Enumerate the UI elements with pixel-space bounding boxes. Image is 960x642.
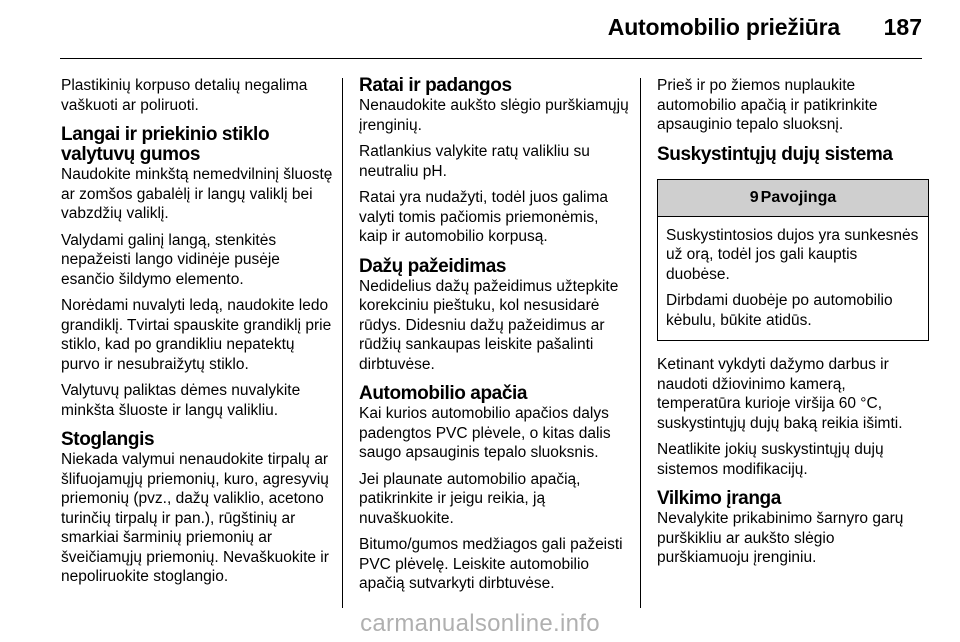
warning-title: Pavojinga <box>760 188 837 206</box>
page-header <box>0 0 960 58</box>
column-left <box>61 76 333 594</box>
watermark: carmanualsonline.info <box>360 610 600 637</box>
section-heading-towing-equipment: Vilkimo įranga <box>657 488 781 509</box>
warning-text: Suskystintosios dujos yra sunkesnės už orą, todėl jos gali kauptis duobėse. <box>666 226 919 283</box>
paragraph: Nenaudokite aukšto slėgio purškiamųjų įrenginių. <box>359 97 629 134</box>
paragraph: Nedidelius dažų pažeidimus užtepkite korekciniu pieštuku, kol nesusidarė rūdys. Didesniu dažų pažeidimus ar rūdžių sankaupas leiskite pašalinti dirbtuvėse. <box>359 277 619 373</box>
paragraph: Naudokite minkštą nemedvilninį šluostę ar zomšos gabalėlį ir langų valiklį bei vabzdžių valiklį. <box>61 166 333 222</box>
page-title: Automobilio priežiūra <box>607 14 840 40</box>
paragraph: Valydami galinį langą, stenkitės nepažeisti lango vidinėje pusėje esančio šildymo elemento. <box>61 231 280 288</box>
column-divider-1 <box>342 78 343 608</box>
paragraph: Prieš ir po žiemos nuplaukite automobilio apačią ir patikrinkite apsauginio tepalo sluoksnį. <box>657 77 878 133</box>
warning-header <box>658 180 928 217</box>
paragraph: Jei plaunate automobilio apačią, patikrinkite ir jeigu reikia, ją nuvaškuokite. <box>359 470 581 527</box>
paragraph: Niekada valymui nenaudokite tirpalų ar šlifuojamųjų priemonių, kuro, agresyvių priemonių (pvz., dažų valiklio, acetono turinčių tirpalų ir pan.), rūgštinių ar smarkiai šarminių priemonių ar šveičiamųjų priemonių. Nevaškuokite ir nepoliruokite stoglangio. <box>61 451 329 585</box>
section-heading-windows: Langai ir priekinio stiklo valytuvų gumos <box>61 124 270 165</box>
warning-body <box>658 217 928 341</box>
section-heading-sunroof: Stoglangis <box>61 429 155 450</box>
paragraph: Plastikinių korpuso detalių negalima vaškuoti ar poliruoti. <box>61 77 308 114</box>
column-right <box>657 76 929 575</box>
paragraph: Ratlankius valykite ratų valikliu su neutraliu pH. <box>359 143 590 180</box>
section-heading-lpg-system: Suskystintųjų dujų sistema <box>657 143 893 165</box>
page-number: 187 <box>883 14 922 40</box>
paragraph: Ratai yra nudažyti, todėl juos galima valyti tomis pačiomis priemonėmis, kaip ir automobilio korpusą. <box>359 189 608 245</box>
section-heading-paint-damage: Dažų pažeidimas <box>359 255 507 277</box>
section-heading-wheels: Ratai ir padangos <box>359 75 512 96</box>
paragraph: Bitumo/gumos medžiagos gali pažeisti PVC plėvelę. Leiskite automobilio apačią sutvarkyti dirbtuvėse. <box>359 536 623 592</box>
warning-icon: 9 <box>749 188 759 206</box>
column-middle <box>359 76 631 601</box>
paragraph: Kai kurios automobilio apačios dalys padengtos PVC plėvele, o kitas dalis saugo apsauginis tepalo sluoksnis. <box>359 405 611 461</box>
paragraph: Norėdami nuvalyti ledą, naudokite ledo grandiklį. Tvirtai spauskite grandiklį prie stiklo, kad po grandikliu nepatektų purvo ir nesubraižytų stiklo. <box>61 297 332 373</box>
paragraph: Neatlikite jokių suskystintųjų dujų sistemos modifikacijų. <box>657 441 884 478</box>
paragraph: Nevalykite prikabinimo šarnyro garų purškikliu ar aukšto slėgio purškiamuoju įrenginiu. <box>657 510 904 566</box>
paragraph: Ketinant vykdyti dažymo darbus ir naudoti džiovinimo kamerą, temperatūra kurioje viršija 60 °C, suskystintųjų dujų baką reikia išimti. <box>657 356 903 432</box>
column-divider-2 <box>640 78 641 608</box>
section-heading-underbody: Automobilio apačia <box>359 383 528 404</box>
paragraph: Valytuvų paliktas dėmes nuvalykite minkšta šluoste ir langų valikliu. <box>61 382 301 419</box>
header-divider <box>60 58 922 59</box>
warning-text: Dirbdami duobėje po automobilio kėbulu, būkite atidūs. <box>666 292 893 329</box>
warning-box <box>657 179 929 342</box>
